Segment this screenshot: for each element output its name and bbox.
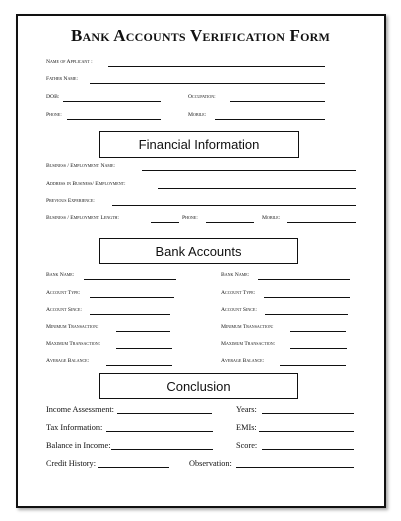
father-name-label: Father Name:	[46, 76, 78, 82]
minimum-transaction-label: Minimum Transaction:	[46, 324, 99, 330]
applicant-name-label: Name of Applicant :	[46, 59, 93, 65]
observation-label: Observation:	[189, 459, 232, 468]
business-address-label: Address in Business/ Employment:	[46, 181, 126, 187]
maximum-transaction-2-field[interactable]	[290, 348, 347, 349]
tax-information-label: Tax Information:	[46, 423, 103, 432]
balance-in-income-field[interactable]	[111, 449, 213, 450]
account-since-label: Account Since:	[46, 307, 82, 313]
minimum-transaction-field[interactable]	[116, 331, 170, 332]
maximum-transaction-field[interactable]	[116, 348, 172, 349]
dob-label: DOB:	[46, 94, 60, 100]
dob-field[interactable]	[63, 101, 161, 102]
credit-history-label: Credit History:	[46, 459, 97, 468]
applicant-name-field[interactable]	[108, 66, 325, 67]
bank-name-label: Bank Name:	[46, 272, 75, 278]
bank-name-field[interactable]	[84, 279, 176, 280]
account-since-2-label: Account Since:	[221, 307, 257, 313]
account-type-field[interactable]	[90, 297, 174, 298]
bank-name-2-field[interactable]	[258, 279, 350, 280]
previous-experience-label: Previous Experience:	[46, 198, 95, 204]
business-name-field[interactable]	[142, 170, 356, 171]
account-since-field[interactable]	[90, 314, 170, 315]
account-since-2-field[interactable]	[265, 314, 348, 315]
emis-label: EMIs:	[236, 423, 257, 432]
average-balance-label: Average Balance:	[46, 358, 90, 364]
account-type-2-field[interactable]	[264, 297, 350, 298]
business-name-label: Business / Employment Name:	[46, 163, 115, 169]
employment-mobile-label: Mobile:	[262, 215, 281, 221]
credit-history-field[interactable]	[98, 467, 169, 468]
account-type-label: Account Type:	[46, 290, 81, 296]
observation-field[interactable]	[236, 467, 354, 468]
average-balance-2-field[interactable]	[280, 365, 346, 366]
tax-information-field[interactable]	[106, 431, 213, 432]
minimum-transaction-2-label: Minimum Transaction:	[221, 324, 274, 330]
score-label: Score:	[236, 441, 258, 450]
phone-label: Phone:	[46, 112, 62, 118]
previous-experience-field[interactable]	[112, 205, 356, 206]
average-balance-2-label: Average Balance:	[221, 358, 265, 364]
employment-mobile-field[interactable]	[287, 222, 356, 223]
mobile-label: Mobile:	[188, 112, 207, 118]
balance-in-income-label: Balance in Income:	[46, 441, 111, 450]
business-address-field[interactable]	[158, 188, 356, 189]
years-label: Years:	[236, 405, 257, 414]
father-name-field[interactable]	[90, 83, 325, 84]
maximum-transaction-2-label: Maximum Transaction:	[221, 341, 276, 347]
employment-length-label: Business / Employment Length:	[46, 215, 119, 221]
employment-phone-label: Phone:	[182, 215, 198, 221]
employment-length-field[interactable]	[151, 222, 179, 223]
form-title: Bank Accounts Verification Form	[70, 26, 331, 45]
emis-field[interactable]	[259, 431, 354, 432]
occupation-field[interactable]	[230, 101, 325, 102]
occupation-label: Occupation:	[188, 94, 216, 100]
maximum-transaction-label: Maximum Transaction:	[46, 341, 101, 347]
income-assessment-field[interactable]	[117, 413, 212, 414]
financial-heading: Financial Information	[99, 131, 299, 158]
mobile-field[interactable]	[215, 119, 325, 120]
years-field[interactable]	[262, 413, 354, 414]
income-assessment-label: Income Assessment:	[46, 405, 114, 414]
average-balance-field[interactable]	[106, 365, 172, 366]
bank-accounts-heading: Bank Accounts	[99, 238, 298, 264]
account-type-2-label: Account Type:	[221, 290, 256, 296]
minimum-transaction-2-field[interactable]	[290, 331, 346, 332]
phone-field[interactable]	[67, 119, 161, 120]
employment-phone-field[interactable]	[206, 222, 254, 223]
conclusion-heading: Conclusion	[99, 373, 298, 399]
bank-name-2-label: Bank Name:	[221, 272, 250, 278]
score-field[interactable]	[262, 449, 354, 450]
